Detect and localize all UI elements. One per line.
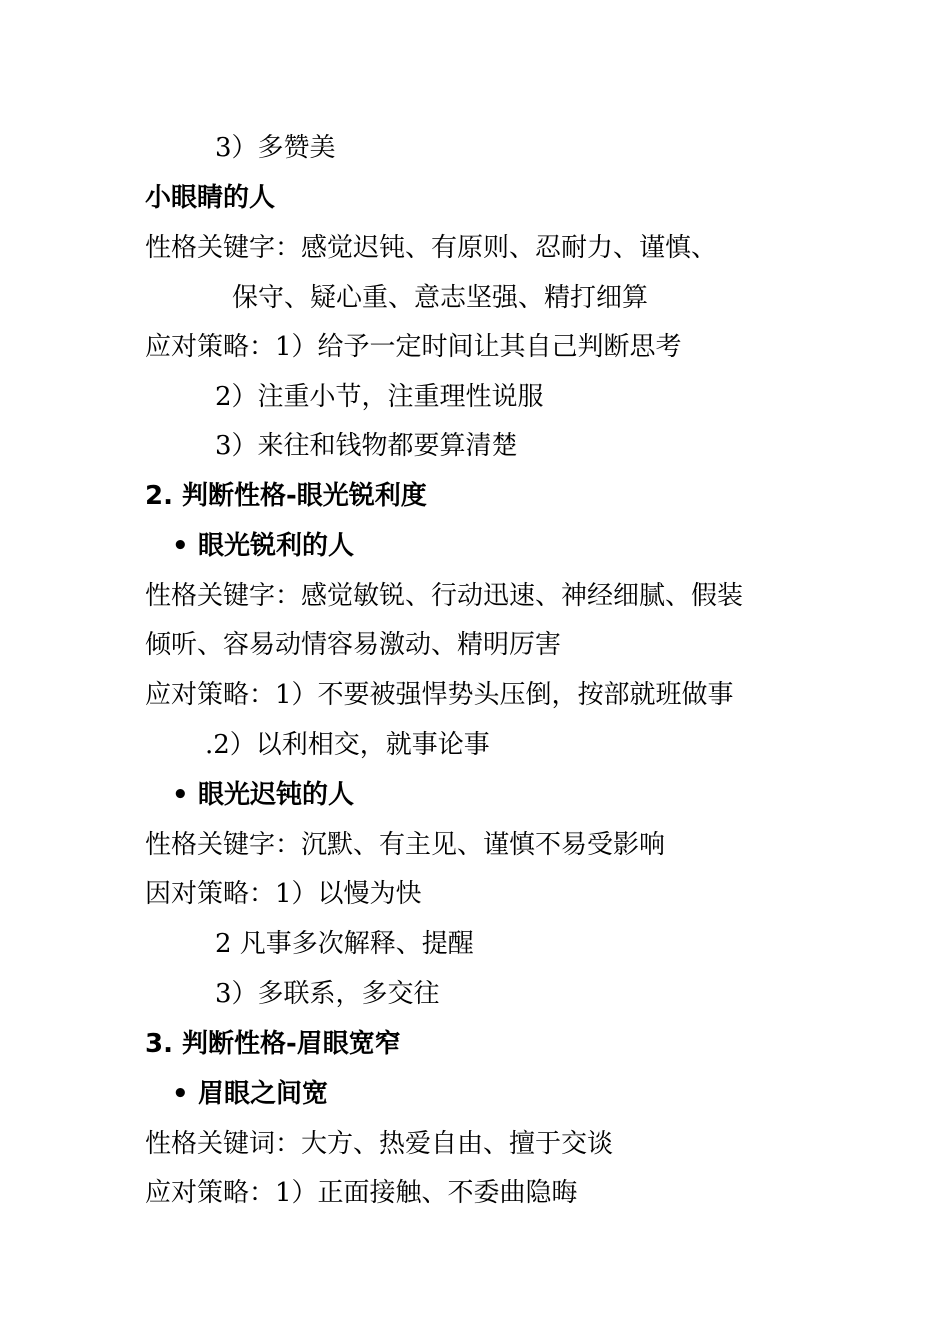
bullet-heading-text: 眉眼之间宽 xyxy=(198,1079,329,1109)
keywords-line: 性格关键词：大方、热爱自由、擅于交谈 xyxy=(145,1129,614,1159)
bullet-heading-text: 眼光锐利的人 xyxy=(198,531,355,561)
strategy-item: .2）以利相交，就事论事 xyxy=(205,730,490,760)
bullet-heading xyxy=(172,1077,328,1111)
bullet-heading xyxy=(172,529,354,563)
section-heading: 小眼睛的人 xyxy=(145,183,276,213)
numbered-heading: 3. 判断性格-眉眼宽窄 xyxy=(145,1029,401,1059)
keywords-line-continued: 倾听、容易动情容易激动、精明厉害 xyxy=(145,630,562,660)
bullet-icon: • xyxy=(172,531,189,561)
numbered-heading: 2. 判断性格-眼光锐利度 xyxy=(145,481,427,511)
keywords-line: 性格关键字：沉默、有主见、谨慎不易受影响 xyxy=(145,830,666,860)
strategy-line: 因对策略：1）以慢为快 xyxy=(145,879,422,909)
strategy-item: 2 凡事多次解释、提醒 xyxy=(215,929,474,959)
strategy-line: 应对策略：1）给予一定时间让其自己判断思考 xyxy=(145,332,682,362)
bullet-heading-text: 眼光迟钝的人 xyxy=(198,780,355,810)
strategy-item: 3）多联系，多交往 xyxy=(215,979,440,1009)
bullet-heading xyxy=(172,778,354,812)
bullet-icon: • xyxy=(172,780,189,810)
strategy-item: 3）来往和钱物都要算清楚 xyxy=(215,431,518,461)
strategy-item: 2）注重小节，注重理性说服 xyxy=(215,382,544,412)
keywords-line-continued: 保守、疑心重、意志坚强、精打细算 xyxy=(232,283,649,313)
strategy-line: 应对策略：1）不要被强悍势头压倒，按部就班做事 xyxy=(145,680,734,710)
keywords-line: 性格关键字：感觉敏锐、行动迅速、神经细腻、假装 xyxy=(145,581,744,611)
strategy-line: 应对策略：1）正面接触、不委曲隐晦 xyxy=(145,1178,578,1208)
keywords-line: 性格关键字：感觉迟钝、有原则、忍耐力、谨慎、 xyxy=(145,233,718,263)
bullet-icon: • xyxy=(172,1079,189,1109)
strategy-item: 3）多赞美 xyxy=(215,133,336,163)
